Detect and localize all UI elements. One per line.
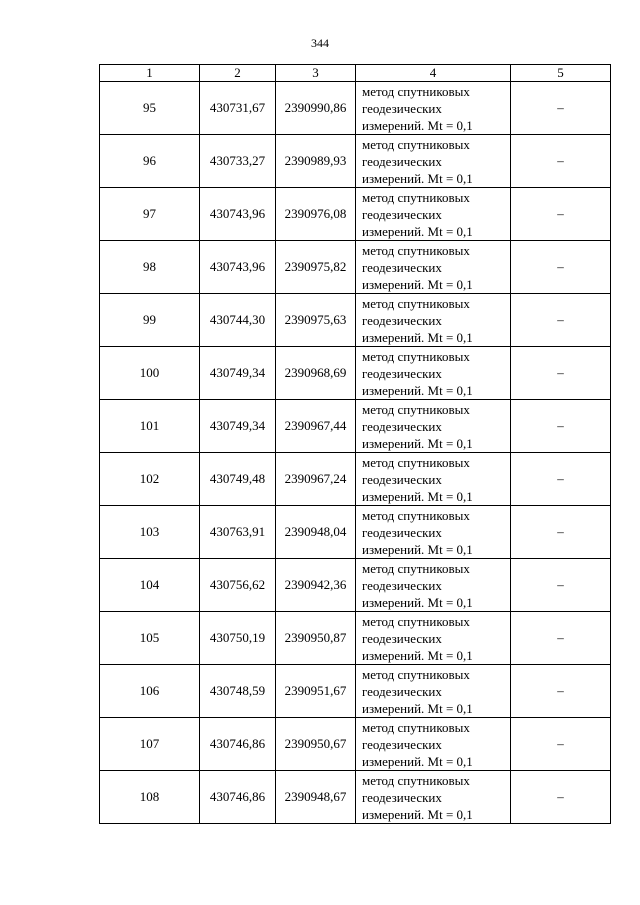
table-row	[100, 241, 611, 294]
point-number-cell: 104	[100, 559, 200, 612]
point-number-cell: 103	[100, 506, 200, 559]
y-coordinate-cell: 2390968,69	[276, 347, 356, 400]
table-row	[100, 82, 611, 135]
method-cell	[356, 82, 511, 135]
method-text-line: метод спутниковых	[362, 507, 470, 523]
method-text-line: измерений. Mt = 0,1	[362, 276, 473, 292]
header-col-1: 1	[100, 65, 200, 82]
method-text-line: измерений. Mt = 0,1	[362, 329, 473, 345]
note-cell: –	[511, 559, 611, 612]
method-text-line: геодезических	[362, 153, 442, 169]
method-text-line: геодезических	[362, 630, 442, 646]
x-coordinate-cell: 430749,34	[200, 400, 276, 453]
method-cell	[356, 347, 511, 400]
method-text-line: геодезических	[362, 524, 442, 540]
x-coordinate-cell: 430733,27	[200, 135, 276, 188]
table-row	[100, 294, 611, 347]
method-text-line: метод спутниковых	[362, 136, 470, 152]
header-col-5: 5	[511, 65, 611, 82]
y-coordinate-cell: 2390967,44	[276, 400, 356, 453]
method-text-line: измерений. Mt = 0,1	[362, 382, 473, 398]
y-coordinate-cell: 2390975,63	[276, 294, 356, 347]
method-text-line: метод спутниковых	[362, 772, 470, 788]
x-coordinate-cell: 430746,86	[200, 718, 276, 771]
note-cell: –	[511, 135, 611, 188]
method-cell	[356, 453, 511, 506]
point-number-cell: 100	[100, 347, 200, 400]
y-coordinate-cell: 2390942,36	[276, 559, 356, 612]
table-row	[100, 506, 611, 559]
method-cell	[356, 294, 511, 347]
x-coordinate-cell: 430763,91	[200, 506, 276, 559]
header-row	[100, 65, 611, 82]
table-row	[100, 188, 611, 241]
x-coordinate-cell: 430744,30	[200, 294, 276, 347]
note-cell: –	[511, 612, 611, 665]
method-text-line: измерений. Mt = 0,1	[362, 170, 473, 186]
y-coordinate-cell: 2390950,87	[276, 612, 356, 665]
method-text-line: геодезических	[362, 418, 442, 434]
method-text-line: геодезических	[362, 577, 442, 593]
method-text-line: метод спутниковых	[362, 454, 470, 470]
x-coordinate-cell: 430731,67	[200, 82, 276, 135]
point-number-cell: 98	[100, 241, 200, 294]
method-text-line: геодезических	[362, 683, 442, 699]
x-coordinate-cell: 430746,86	[200, 771, 276, 824]
y-coordinate-cell: 2390948,67	[276, 771, 356, 824]
method-text-line: метод спутниковых	[362, 242, 470, 258]
table-row	[100, 135, 611, 188]
method-text-line: геодезических	[362, 312, 442, 328]
method-text-line: геодезических	[362, 259, 442, 275]
header-col-2: 2	[200, 65, 276, 82]
method-cell	[356, 771, 511, 824]
method-text-line: метод спутниковых	[362, 560, 470, 576]
x-coordinate-cell: 430748,59	[200, 665, 276, 718]
table-row	[100, 400, 611, 453]
note-cell: –	[511, 188, 611, 241]
table-body	[100, 82, 611, 824]
method-text-line: геодезических	[362, 365, 442, 381]
method-text-line: метод спутниковых	[362, 719, 470, 735]
method-text-line: геодезических	[362, 471, 442, 487]
note-cell: –	[511, 400, 611, 453]
method-text-line: метод спутниковых	[362, 401, 470, 417]
table-row	[100, 771, 611, 824]
x-coordinate-cell: 430756,62	[200, 559, 276, 612]
method-text-line: измерений. Mt = 0,1	[362, 117, 473, 133]
table-header	[100, 65, 611, 82]
y-coordinate-cell: 2390951,67	[276, 665, 356, 718]
table-row	[100, 665, 611, 718]
method-cell	[356, 665, 511, 718]
note-cell: –	[511, 241, 611, 294]
table-row	[100, 453, 611, 506]
x-coordinate-cell: 430743,96	[200, 188, 276, 241]
note-cell: –	[511, 294, 611, 347]
table-row	[100, 559, 611, 612]
point-number-cell: 99	[100, 294, 200, 347]
y-coordinate-cell: 2390967,24	[276, 453, 356, 506]
method-text-line: метод спутниковых	[362, 348, 470, 364]
method-text-line: геодезических	[362, 206, 442, 222]
note-cell: –	[511, 771, 611, 824]
method-text-line: измерений. Mt = 0,1	[362, 223, 473, 239]
header-col-4: 4	[356, 65, 511, 82]
method-cell	[356, 559, 511, 612]
method-text-line: метод спутниковых	[362, 189, 470, 205]
method-text-line: измерений. Mt = 0,1	[362, 488, 473, 504]
x-coordinate-cell: 430750,19	[200, 612, 276, 665]
method-cell	[356, 135, 511, 188]
x-coordinate-cell: 430743,96	[200, 241, 276, 294]
note-cell: –	[511, 453, 611, 506]
method-text-line: геодезических	[362, 736, 442, 752]
point-number-cell: 107	[100, 718, 200, 771]
method-text-line: метод спутниковых	[362, 295, 470, 311]
y-coordinate-cell: 2390990,86	[276, 82, 356, 135]
note-cell: –	[511, 665, 611, 718]
point-number-cell: 105	[100, 612, 200, 665]
point-number-cell: 95	[100, 82, 200, 135]
point-number-cell: 97	[100, 188, 200, 241]
method-cell	[356, 718, 511, 771]
note-cell: –	[511, 506, 611, 559]
y-coordinate-cell: 2390989,93	[276, 135, 356, 188]
table-row	[100, 718, 611, 771]
point-number-cell: 106	[100, 665, 200, 718]
method-text-line: измерений. Mt = 0,1	[362, 753, 473, 769]
method-cell	[356, 188, 511, 241]
note-cell: –	[511, 347, 611, 400]
y-coordinate-cell: 2390975,82	[276, 241, 356, 294]
method-text-line: измерений. Mt = 0,1	[362, 806, 473, 822]
page-number: 344	[311, 36, 329, 50]
note-cell: –	[511, 82, 611, 135]
method-cell	[356, 400, 511, 453]
point-number-cell: 102	[100, 453, 200, 506]
y-coordinate-cell: 2390976,08	[276, 188, 356, 241]
method-text-line: геодезических	[362, 789, 442, 805]
x-coordinate-cell: 430749,48	[200, 453, 276, 506]
y-coordinate-cell: 2390948,04	[276, 506, 356, 559]
method-text-line: метод спутниковых	[362, 666, 470, 682]
table-row	[100, 347, 611, 400]
method-text-line: метод спутниковых	[362, 613, 470, 629]
method-text-line: измерений. Mt = 0,1	[362, 647, 473, 663]
note-cell: –	[511, 718, 611, 771]
header-col-3: 3	[276, 65, 356, 82]
method-text-line: геодезических	[362, 100, 442, 116]
method-text-line: измерений. Mt = 0,1	[362, 594, 473, 610]
method-text-line: измерений. Mt = 0,1	[362, 435, 473, 451]
method-cell	[356, 241, 511, 294]
method-cell	[356, 612, 511, 665]
coordinates-table	[99, 64, 611, 824]
y-coordinate-cell: 2390950,67	[276, 718, 356, 771]
point-number-cell: 96	[100, 135, 200, 188]
method-text-line: измерений. Mt = 0,1	[362, 700, 473, 716]
point-number-cell: 101	[100, 400, 200, 453]
table-row	[100, 612, 611, 665]
method-text-line: измерений. Mt = 0,1	[362, 541, 473, 557]
x-coordinate-cell: 430749,34	[200, 347, 276, 400]
method-cell	[356, 506, 511, 559]
point-number-cell: 108	[100, 771, 200, 824]
method-text-line: метод спутниковых	[362, 83, 470, 99]
